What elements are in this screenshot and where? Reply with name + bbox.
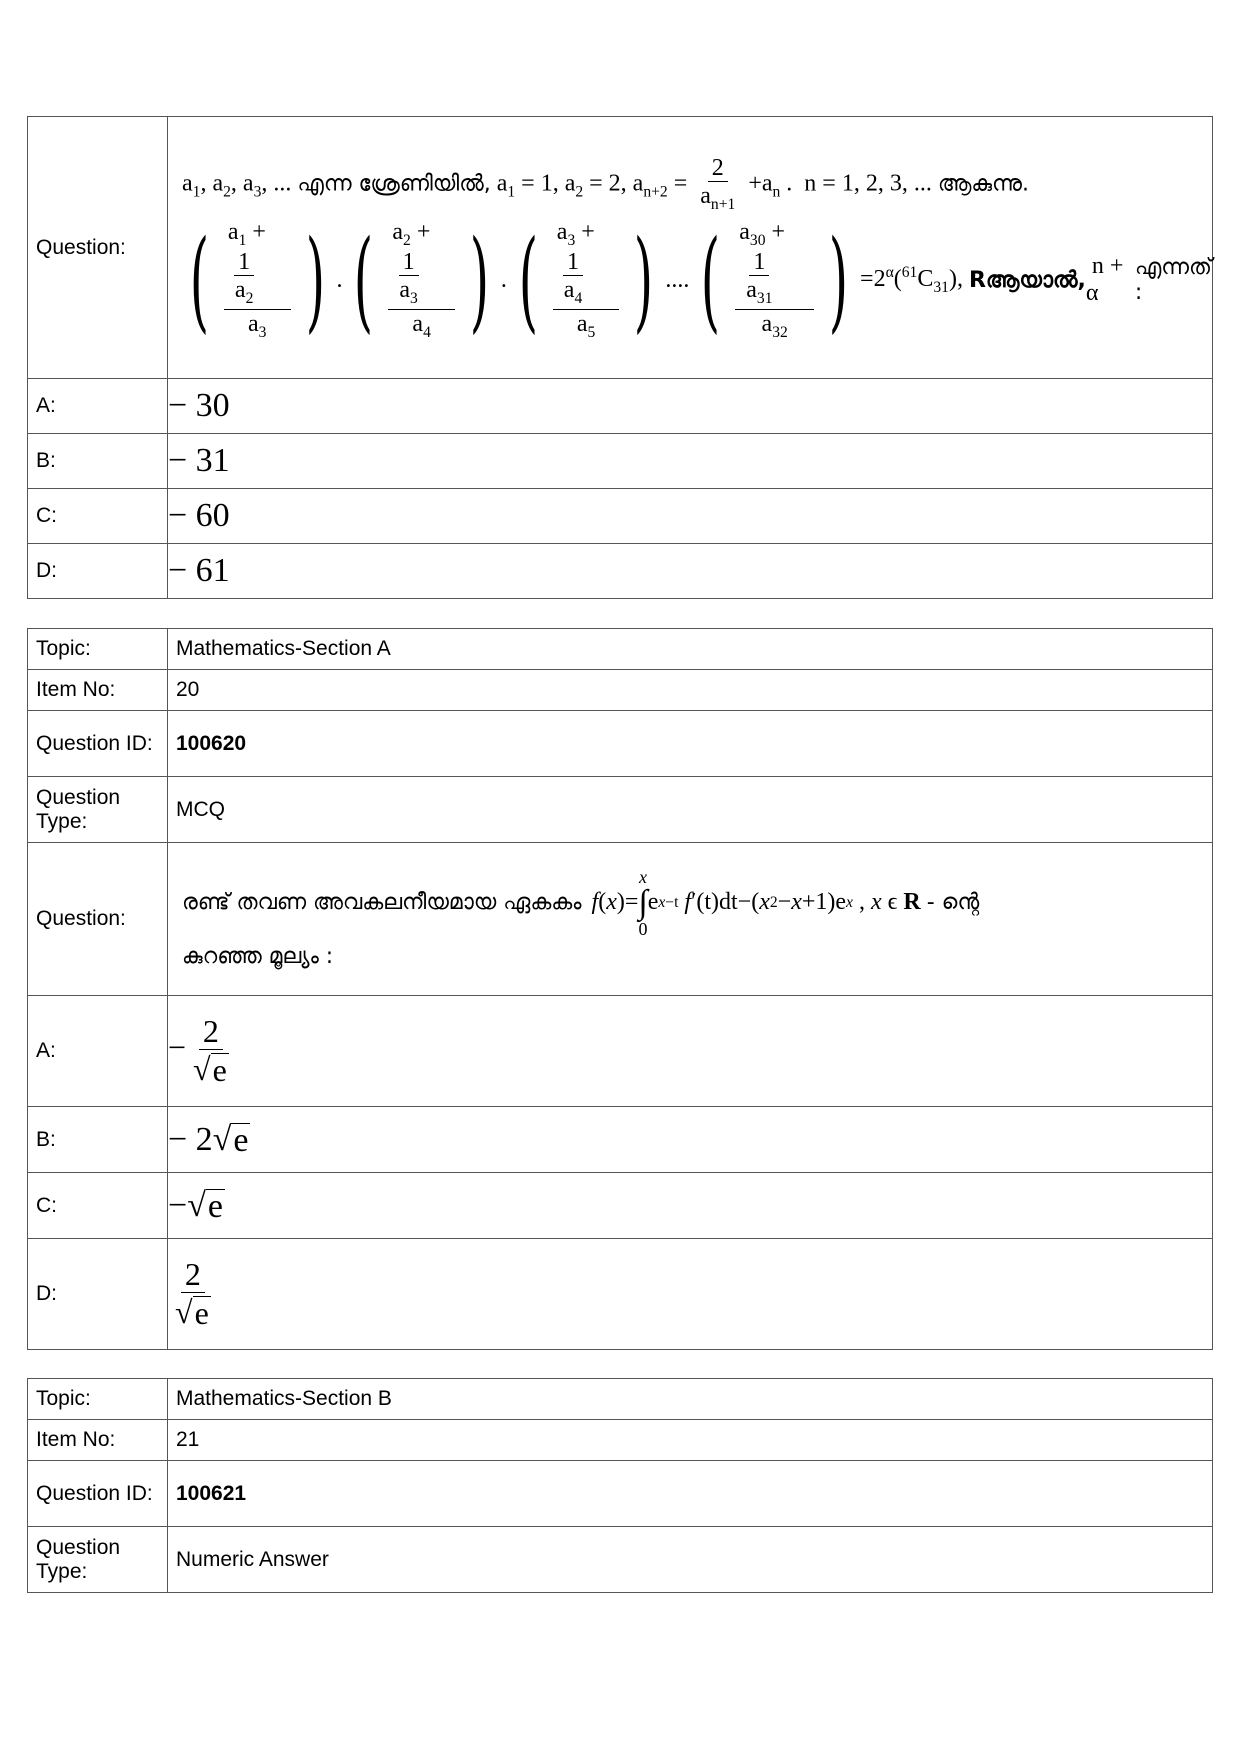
topic-label: Topic: bbox=[28, 1379, 168, 1420]
option-row-c bbox=[28, 489, 1213, 544]
question-type-row bbox=[28, 777, 1213, 843]
topic-value: Mathematics-Section A bbox=[168, 629, 1213, 670]
option-value: − 30 bbox=[168, 379, 1213, 434]
question-content bbox=[168, 843, 1213, 996]
item-row bbox=[28, 1420, 1213, 1461]
option-value: − √ e bbox=[168, 1173, 1213, 1239]
option-label: B: bbox=[28, 1107, 168, 1173]
option-label: A: bbox=[28, 996, 168, 1107]
option-value: 2 √ e bbox=[168, 1239, 1213, 1350]
option-label: A: bbox=[28, 379, 168, 434]
question-row bbox=[28, 117, 1213, 379]
question-label: Question: bbox=[28, 843, 168, 996]
question-line-1: $a_1$, $a_2$, $a_3$, ... എന്ന ശ്രേണിയിൽ, $a_1 = 1$, $a_2 = 2$, $a_{n+2}$ = $\frac{2}{a_{n+1}}$ $+a_n$ . n = 1, 2, 3, ... ആകുന്നു. bbox=[182, 154, 1029, 214]
question-id-label: Question ID: bbox=[28, 711, 168, 777]
option-row-d bbox=[28, 1239, 1213, 1350]
option-row-a bbox=[28, 996, 1213, 1107]
topic-row bbox=[28, 1379, 1213, 1420]
question-id-row bbox=[28, 711, 1213, 777]
question-block-3 bbox=[27, 1378, 1213, 1593]
option-label: D: bbox=[28, 1239, 168, 1350]
option-value: − 31 bbox=[168, 434, 1213, 489]
question-label: Question: bbox=[28, 117, 168, 379]
question-type-row bbox=[28, 1527, 1213, 1593]
option-row-c bbox=[28, 1173, 1213, 1239]
item-value: 20 bbox=[168, 670, 1213, 711]
question-text-malayalam: എന്നത് : bbox=[1134, 255, 1213, 306]
option-label: D: bbox=[28, 544, 168, 599]
option-value: − 2 √ e bbox=[168, 996, 1213, 1107]
question-block-2 bbox=[27, 628, 1213, 1350]
question-line-1: രണ്ട് തവണ അവകലനീയമായ ഏകകം f ( x )= x ∫ 0 e x−t f ′(t)dt−( x 2 − x +1)e x , x ϵ R - ന്റെ bbox=[182, 866, 980, 939]
question-row bbox=[28, 843, 1213, 996]
option-label: C: bbox=[28, 1173, 168, 1239]
option-value: − 61 bbox=[168, 544, 1213, 599]
item-label: Item No: bbox=[28, 1420, 168, 1461]
option-row-b bbox=[28, 434, 1213, 489]
topic-value: Mathematics-Section B bbox=[168, 1379, 1213, 1420]
question-text-malayalam: - ന്റെ bbox=[926, 890, 980, 915]
question-id-label: Question ID: bbox=[28, 1461, 168, 1527]
question-id-value: 100620 bbox=[168, 711, 1213, 777]
option-value: − 2 √ e bbox=[168, 1107, 1213, 1173]
question-block-1 bbox=[27, 116, 1213, 599]
question-text-malayalam: എന്ന ശ്രേണിയിൽ, bbox=[297, 171, 491, 197]
option-row-a bbox=[28, 379, 1213, 434]
topic-row bbox=[28, 629, 1213, 670]
question-type-label: Question Type: bbox=[28, 1527, 168, 1593]
option-row-b bbox=[28, 1107, 1213, 1173]
topic-label: Topic: bbox=[28, 629, 168, 670]
question-id-value: 100621 bbox=[168, 1461, 1213, 1527]
question-content bbox=[168, 117, 1213, 379]
option-label: C: bbox=[28, 489, 168, 544]
option-row-d bbox=[28, 544, 1213, 599]
option-value: − 60 bbox=[168, 489, 1213, 544]
option-label: B: bbox=[28, 434, 168, 489]
item-row bbox=[28, 670, 1213, 711]
question-type-value: MCQ bbox=[168, 777, 1213, 843]
item-label: Item No: bbox=[28, 670, 168, 711]
question-type-label: Question Type: bbox=[28, 777, 168, 843]
question-id-row bbox=[28, 1461, 1213, 1527]
question-line-2: ( $a_1$ + $\frac{1}{a_2}$ $a_3$ ) . ( $a_2$ + $\frac{1}{a_3}$ $a_4$ ) . ( $a_3$ + $\frac{1}{a_4}$ $a_5$ ) .... ( $a_{30}$ + $\frac{1}{a_{31}}$ $a_{32}$ ) $=2^\alpha(^{61}C_{31})$, Rആയാൽ, n + α എന്നത് : bbox=[189, 216, 1213, 345]
question-text-malayalam: ആകുന്നു. bbox=[937, 171, 1029, 197]
question-text-malayalam: കുറഞ്ഞ മൂല്യം : bbox=[182, 943, 334, 969]
question-type-value: Numeric Answer bbox=[168, 1527, 1213, 1593]
question-text-malayalam: രണ്ട് തവണ അവകലനീയമായ ഏകകം bbox=[182, 890, 582, 915]
item-value: 21 bbox=[168, 1420, 1213, 1461]
question-text-malayalam: Rആയാൽ, bbox=[968, 267, 1086, 293]
